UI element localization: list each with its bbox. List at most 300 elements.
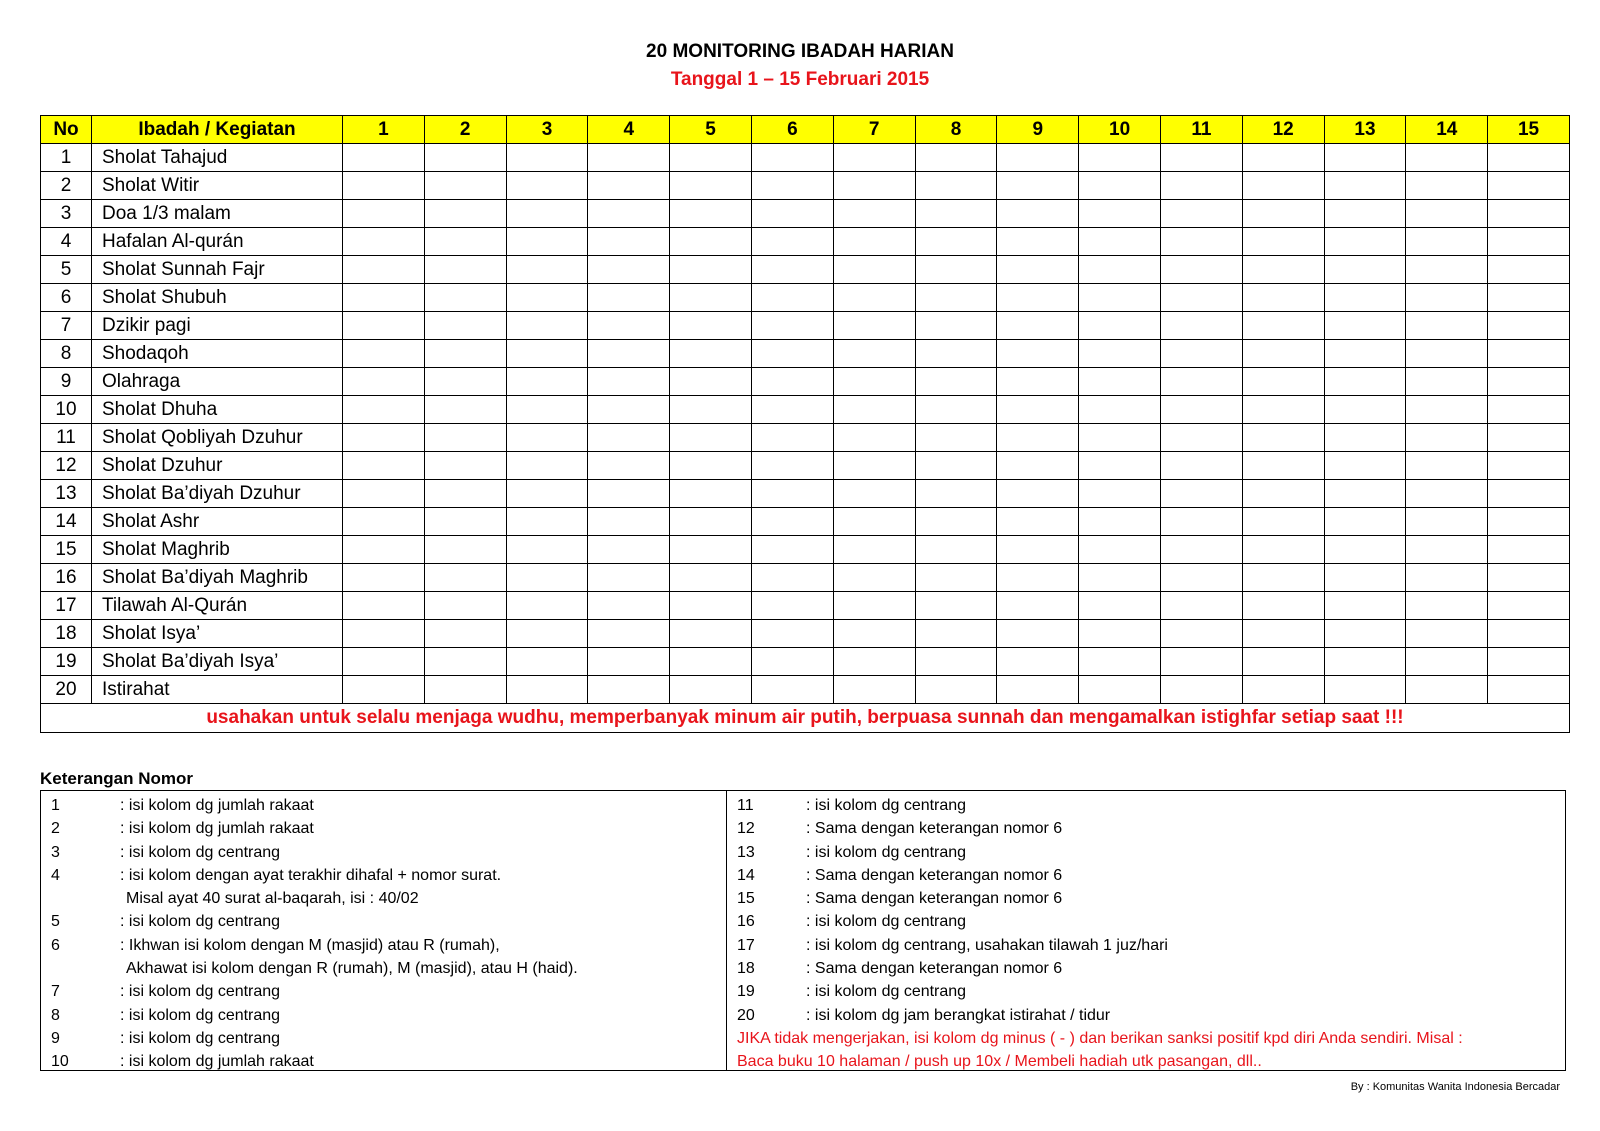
day-cell[interactable] [506, 480, 588, 508]
day-cell[interactable] [997, 340, 1079, 368]
day-cell[interactable] [588, 200, 670, 228]
day-cell[interactable] [1324, 648, 1406, 676]
day-cell[interactable] [1242, 648, 1324, 676]
day-cell[interactable] [1160, 424, 1242, 452]
day-cell[interactable] [1242, 452, 1324, 480]
day-cell[interactable] [1079, 340, 1161, 368]
day-cell[interactable] [506, 284, 588, 312]
day-cell[interactable] [1324, 452, 1406, 480]
day-cell[interactable] [1406, 340, 1488, 368]
day-cell[interactable] [1160, 256, 1242, 284]
day-cell[interactable] [1079, 368, 1161, 396]
day-cell[interactable] [1406, 620, 1488, 648]
day-cell[interactable] [833, 172, 915, 200]
day-cell[interactable] [915, 284, 997, 312]
day-cell[interactable] [915, 452, 997, 480]
day-cell[interactable] [751, 228, 833, 256]
day-cell[interactable] [997, 536, 1079, 564]
day-cell[interactable] [670, 564, 752, 592]
day-cell[interactable] [997, 648, 1079, 676]
day-cell[interactable] [915, 144, 997, 172]
day-cell[interactable] [1406, 312, 1488, 340]
day-cell[interactable] [1324, 676, 1406, 704]
day-cell[interactable] [1324, 424, 1406, 452]
day-cell[interactable] [1160, 452, 1242, 480]
day-cell[interactable] [833, 424, 915, 452]
day-cell[interactable] [833, 144, 915, 172]
day-cell[interactable] [1079, 592, 1161, 620]
day-cell[interactable] [1242, 396, 1324, 424]
day-cell[interactable] [751, 284, 833, 312]
day-cell[interactable] [506, 508, 588, 536]
day-cell[interactable] [997, 480, 1079, 508]
day-cell[interactable] [506, 536, 588, 564]
day-cell[interactable] [751, 620, 833, 648]
day-cell[interactable] [1160, 536, 1242, 564]
day-cell[interactable] [670, 256, 752, 284]
day-cell[interactable] [1242, 368, 1324, 396]
day-cell[interactable] [751, 592, 833, 620]
day-cell[interactable] [997, 592, 1079, 620]
day-cell[interactable] [1079, 424, 1161, 452]
day-cell[interactable] [1079, 480, 1161, 508]
day-cell[interactable] [343, 172, 425, 200]
day-cell[interactable] [343, 508, 425, 536]
day-cell[interactable] [506, 424, 588, 452]
day-cell[interactable] [506, 620, 588, 648]
day-cell[interactable] [588, 452, 670, 480]
day-cell[interactable] [424, 144, 506, 172]
day-cell[interactable] [751, 424, 833, 452]
day-cell[interactable] [1406, 396, 1488, 424]
day-cell[interactable] [1488, 480, 1570, 508]
day-cell[interactable] [915, 228, 997, 256]
day-cell[interactable] [506, 368, 588, 396]
day-cell[interactable] [424, 312, 506, 340]
day-cell[interactable] [1242, 284, 1324, 312]
day-cell[interactable] [670, 396, 752, 424]
day-cell[interactable] [1242, 508, 1324, 536]
day-cell[interactable] [670, 648, 752, 676]
day-cell[interactable] [588, 676, 670, 704]
day-cell[interactable] [915, 256, 997, 284]
day-cell[interactable] [670, 424, 752, 452]
day-cell[interactable] [424, 256, 506, 284]
day-cell[interactable] [343, 564, 425, 592]
day-cell[interactable] [1488, 452, 1570, 480]
day-cell[interactable] [506, 676, 588, 704]
day-cell[interactable] [1160, 200, 1242, 228]
day-cell[interactable] [506, 340, 588, 368]
day-cell[interactable] [1406, 200, 1488, 228]
day-cell[interactable] [1242, 144, 1324, 172]
day-cell[interactable] [751, 676, 833, 704]
day-cell[interactable] [670, 620, 752, 648]
day-cell[interactable] [1488, 536, 1570, 564]
day-cell[interactable] [1324, 620, 1406, 648]
day-cell[interactable] [751, 648, 833, 676]
day-cell[interactable] [997, 424, 1079, 452]
day-cell[interactable] [424, 368, 506, 396]
day-cell[interactable] [833, 592, 915, 620]
day-cell[interactable] [1079, 452, 1161, 480]
day-cell[interactable] [1488, 508, 1570, 536]
day-cell[interactable] [1488, 396, 1570, 424]
day-cell[interactable] [833, 536, 915, 564]
day-cell[interactable] [915, 620, 997, 648]
day-cell[interactable] [506, 144, 588, 172]
day-cell[interactable] [343, 396, 425, 424]
day-cell[interactable] [1242, 424, 1324, 452]
day-cell[interactable] [588, 648, 670, 676]
day-cell[interactable] [1488, 284, 1570, 312]
day-cell[interactable] [588, 396, 670, 424]
day-cell[interactable] [343, 424, 425, 452]
day-cell[interactable] [588, 508, 670, 536]
day-cell[interactable] [1242, 200, 1324, 228]
day-cell[interactable] [833, 508, 915, 536]
day-cell[interactable] [833, 284, 915, 312]
day-cell[interactable] [1406, 424, 1488, 452]
day-cell[interactable] [588, 284, 670, 312]
day-cell[interactable] [751, 144, 833, 172]
day-cell[interactable] [1160, 676, 1242, 704]
day-cell[interactable] [588, 228, 670, 256]
day-cell[interactable] [588, 564, 670, 592]
day-cell[interactable] [670, 508, 752, 536]
day-cell[interactable] [424, 200, 506, 228]
day-cell[interactable] [997, 144, 1079, 172]
day-cell[interactable] [588, 592, 670, 620]
day-cell[interactable] [424, 536, 506, 564]
day-cell[interactable] [1406, 228, 1488, 256]
day-cell[interactable] [1324, 564, 1406, 592]
day-cell[interactable] [588, 480, 670, 508]
day-cell[interactable] [424, 508, 506, 536]
day-cell[interactable] [997, 228, 1079, 256]
day-cell[interactable] [997, 508, 1079, 536]
day-cell[interactable] [588, 340, 670, 368]
day-cell[interactable] [1242, 480, 1324, 508]
day-cell[interactable] [1324, 172, 1406, 200]
day-cell[interactable] [833, 396, 915, 424]
day-cell[interactable] [1324, 200, 1406, 228]
day-cell[interactable] [588, 536, 670, 564]
day-cell[interactable] [833, 256, 915, 284]
day-cell[interactable] [751, 564, 833, 592]
day-cell[interactable] [588, 172, 670, 200]
day-cell[interactable] [1242, 592, 1324, 620]
day-cell[interactable] [670, 144, 752, 172]
day-cell[interactable] [1324, 144, 1406, 172]
day-cell[interactable] [1324, 480, 1406, 508]
day-cell[interactable] [997, 368, 1079, 396]
day-cell[interactable] [997, 676, 1079, 704]
day-cell[interactable] [1406, 172, 1488, 200]
day-cell[interactable] [343, 340, 425, 368]
day-cell[interactable] [424, 620, 506, 648]
day-cell[interactable] [1079, 172, 1161, 200]
day-cell[interactable] [424, 424, 506, 452]
day-cell[interactable] [1079, 508, 1161, 536]
day-cell[interactable] [1324, 508, 1406, 536]
day-cell[interactable] [1406, 564, 1488, 592]
day-cell[interactable] [751, 200, 833, 228]
day-cell[interactable] [1324, 396, 1406, 424]
day-cell[interactable] [343, 256, 425, 284]
day-cell[interactable] [1488, 144, 1570, 172]
day-cell[interactable] [751, 256, 833, 284]
day-cell[interactable] [1079, 564, 1161, 592]
day-cell[interactable] [670, 676, 752, 704]
day-cell[interactable] [915, 564, 997, 592]
day-cell[interactable] [670, 228, 752, 256]
day-cell[interactable] [833, 200, 915, 228]
day-cell[interactable] [424, 228, 506, 256]
day-cell[interactable] [915, 592, 997, 620]
day-cell[interactable] [1488, 424, 1570, 452]
day-cell[interactable] [751, 340, 833, 368]
day-cell[interactable] [1160, 284, 1242, 312]
day-cell[interactable] [1079, 620, 1161, 648]
day-cell[interactable] [1160, 312, 1242, 340]
day-cell[interactable] [424, 284, 506, 312]
day-cell[interactable] [751, 536, 833, 564]
day-cell[interactable] [997, 284, 1079, 312]
day-cell[interactable] [997, 396, 1079, 424]
day-cell[interactable] [506, 648, 588, 676]
day-cell[interactable] [343, 144, 425, 172]
day-cell[interactable] [1488, 676, 1570, 704]
day-cell[interactable] [343, 592, 425, 620]
day-cell[interactable] [833, 480, 915, 508]
day-cell[interactable] [1242, 564, 1324, 592]
day-cell[interactable] [343, 452, 425, 480]
day-cell[interactable] [1079, 200, 1161, 228]
day-cell[interactable] [1488, 312, 1570, 340]
day-cell[interactable] [588, 312, 670, 340]
day-cell[interactable] [1488, 620, 1570, 648]
day-cell[interactable] [424, 648, 506, 676]
day-cell[interactable] [424, 592, 506, 620]
day-cell[interactable] [506, 228, 588, 256]
day-cell[interactable] [1406, 536, 1488, 564]
day-cell[interactable] [670, 312, 752, 340]
day-cell[interactable] [343, 620, 425, 648]
day-cell[interactable] [997, 200, 1079, 228]
day-cell[interactable] [1242, 620, 1324, 648]
day-cell[interactable] [588, 256, 670, 284]
day-cell[interactable] [1406, 508, 1488, 536]
day-cell[interactable] [1160, 648, 1242, 676]
day-cell[interactable] [833, 228, 915, 256]
day-cell[interactable] [1406, 368, 1488, 396]
day-cell[interactable] [1324, 592, 1406, 620]
day-cell[interactable] [343, 284, 425, 312]
day-cell[interactable] [1324, 284, 1406, 312]
day-cell[interactable] [915, 200, 997, 228]
day-cell[interactable] [506, 256, 588, 284]
day-cell[interactable] [1324, 256, 1406, 284]
day-cell[interactable] [915, 312, 997, 340]
day-cell[interactable] [343, 480, 425, 508]
day-cell[interactable] [1160, 144, 1242, 172]
day-cell[interactable] [915, 396, 997, 424]
day-cell[interactable] [1160, 228, 1242, 256]
day-cell[interactable] [1406, 284, 1488, 312]
day-cell[interactable] [833, 648, 915, 676]
day-cell[interactable] [424, 564, 506, 592]
day-cell[interactable] [751, 452, 833, 480]
day-cell[interactable] [751, 480, 833, 508]
day-cell[interactable] [1242, 256, 1324, 284]
day-cell[interactable] [343, 228, 425, 256]
day-cell[interactable] [506, 200, 588, 228]
day-cell[interactable] [1160, 620, 1242, 648]
day-cell[interactable] [1406, 676, 1488, 704]
day-cell[interactable] [1079, 284, 1161, 312]
day-cell[interactable] [588, 620, 670, 648]
day-cell[interactable] [670, 200, 752, 228]
day-cell[interactable] [997, 256, 1079, 284]
day-cell[interactable] [1324, 368, 1406, 396]
day-cell[interactable] [670, 480, 752, 508]
day-cell[interactable] [833, 620, 915, 648]
day-cell[interactable] [1079, 312, 1161, 340]
day-cell[interactable] [670, 368, 752, 396]
day-cell[interactable] [915, 508, 997, 536]
day-cell[interactable] [1324, 228, 1406, 256]
day-cell[interactable] [1488, 648, 1570, 676]
day-cell[interactable] [424, 452, 506, 480]
day-cell[interactable] [915, 676, 997, 704]
day-cell[interactable] [1242, 536, 1324, 564]
day-cell[interactable] [833, 564, 915, 592]
day-cell[interactable] [343, 648, 425, 676]
day-cell[interactable] [1488, 592, 1570, 620]
day-cell[interactable] [343, 676, 425, 704]
day-cell[interactable] [424, 480, 506, 508]
day-cell[interactable] [1079, 228, 1161, 256]
day-cell[interactable] [915, 536, 997, 564]
day-cell[interactable] [670, 592, 752, 620]
day-cell[interactable] [670, 452, 752, 480]
day-cell[interactable] [1079, 256, 1161, 284]
day-cell[interactable] [506, 396, 588, 424]
day-cell[interactable] [343, 536, 425, 564]
day-cell[interactable] [1324, 536, 1406, 564]
day-cell[interactable] [915, 172, 997, 200]
day-cell[interactable] [1079, 396, 1161, 424]
day-cell[interactable] [588, 424, 670, 452]
day-cell[interactable] [751, 508, 833, 536]
day-cell[interactable] [751, 396, 833, 424]
day-cell[interactable] [1406, 452, 1488, 480]
day-cell[interactable] [1160, 368, 1242, 396]
day-cell[interactable] [1079, 648, 1161, 676]
day-cell[interactable] [1488, 200, 1570, 228]
day-cell[interactable] [1160, 592, 1242, 620]
day-cell[interactable] [1160, 340, 1242, 368]
day-cell[interactable] [424, 676, 506, 704]
day-cell[interactable] [1406, 648, 1488, 676]
day-cell[interactable] [1079, 144, 1161, 172]
day-cell[interactable] [997, 620, 1079, 648]
day-cell[interactable] [915, 424, 997, 452]
day-cell[interactable] [424, 396, 506, 424]
day-cell[interactable] [1406, 256, 1488, 284]
day-cell[interactable] [1488, 256, 1570, 284]
day-cell[interactable] [997, 172, 1079, 200]
day-cell[interactable] [1324, 312, 1406, 340]
day-cell[interactable] [670, 340, 752, 368]
day-cell[interactable] [670, 536, 752, 564]
day-cell[interactable] [1324, 340, 1406, 368]
day-cell[interactable] [1242, 172, 1324, 200]
day-cell[interactable] [997, 452, 1079, 480]
day-cell[interactable] [1488, 172, 1570, 200]
day-cell[interactable] [833, 676, 915, 704]
day-cell[interactable] [670, 172, 752, 200]
day-cell[interactable] [915, 368, 997, 396]
day-cell[interactable] [506, 312, 588, 340]
day-cell[interactable] [588, 144, 670, 172]
day-cell[interactable] [1242, 312, 1324, 340]
day-cell[interactable] [997, 564, 1079, 592]
day-cell[interactable] [1079, 676, 1161, 704]
day-cell[interactable] [1242, 340, 1324, 368]
day-cell[interactable] [1242, 676, 1324, 704]
day-cell[interactable] [833, 368, 915, 396]
day-cell[interactable] [1406, 480, 1488, 508]
day-cell[interactable] [506, 592, 588, 620]
day-cell[interactable] [1488, 368, 1570, 396]
day-cell[interactable] [1160, 480, 1242, 508]
day-cell[interactable] [833, 452, 915, 480]
day-cell[interactable] [1079, 536, 1161, 564]
day-cell[interactable] [343, 312, 425, 340]
day-cell[interactable] [506, 452, 588, 480]
day-cell[interactable] [1160, 508, 1242, 536]
day-cell[interactable] [343, 200, 425, 228]
day-cell[interactable] [915, 648, 997, 676]
day-cell[interactable] [506, 564, 588, 592]
day-cell[interactable] [506, 172, 588, 200]
day-cell[interactable] [915, 340, 997, 368]
day-cell[interactable] [1242, 228, 1324, 256]
day-cell[interactable] [1488, 564, 1570, 592]
day-cell[interactable] [751, 172, 833, 200]
day-cell[interactable] [1488, 228, 1570, 256]
day-cell[interactable] [1406, 592, 1488, 620]
day-cell[interactable] [1160, 564, 1242, 592]
day-cell[interactable] [915, 480, 997, 508]
day-cell[interactable] [588, 368, 670, 396]
day-cell[interactable] [833, 312, 915, 340]
day-cell[interactable] [1160, 172, 1242, 200]
day-cell[interactable] [424, 340, 506, 368]
day-cell[interactable] [1488, 340, 1570, 368]
day-cell[interactable] [343, 368, 425, 396]
day-cell[interactable] [833, 340, 915, 368]
day-cell[interactable] [997, 312, 1079, 340]
day-cell[interactable] [424, 172, 506, 200]
day-cell[interactable] [670, 284, 752, 312]
day-cell[interactable] [1160, 396, 1242, 424]
day-cell[interactable] [751, 368, 833, 396]
day-cell[interactable] [751, 312, 833, 340]
day-cell[interactable] [1406, 144, 1488, 172]
